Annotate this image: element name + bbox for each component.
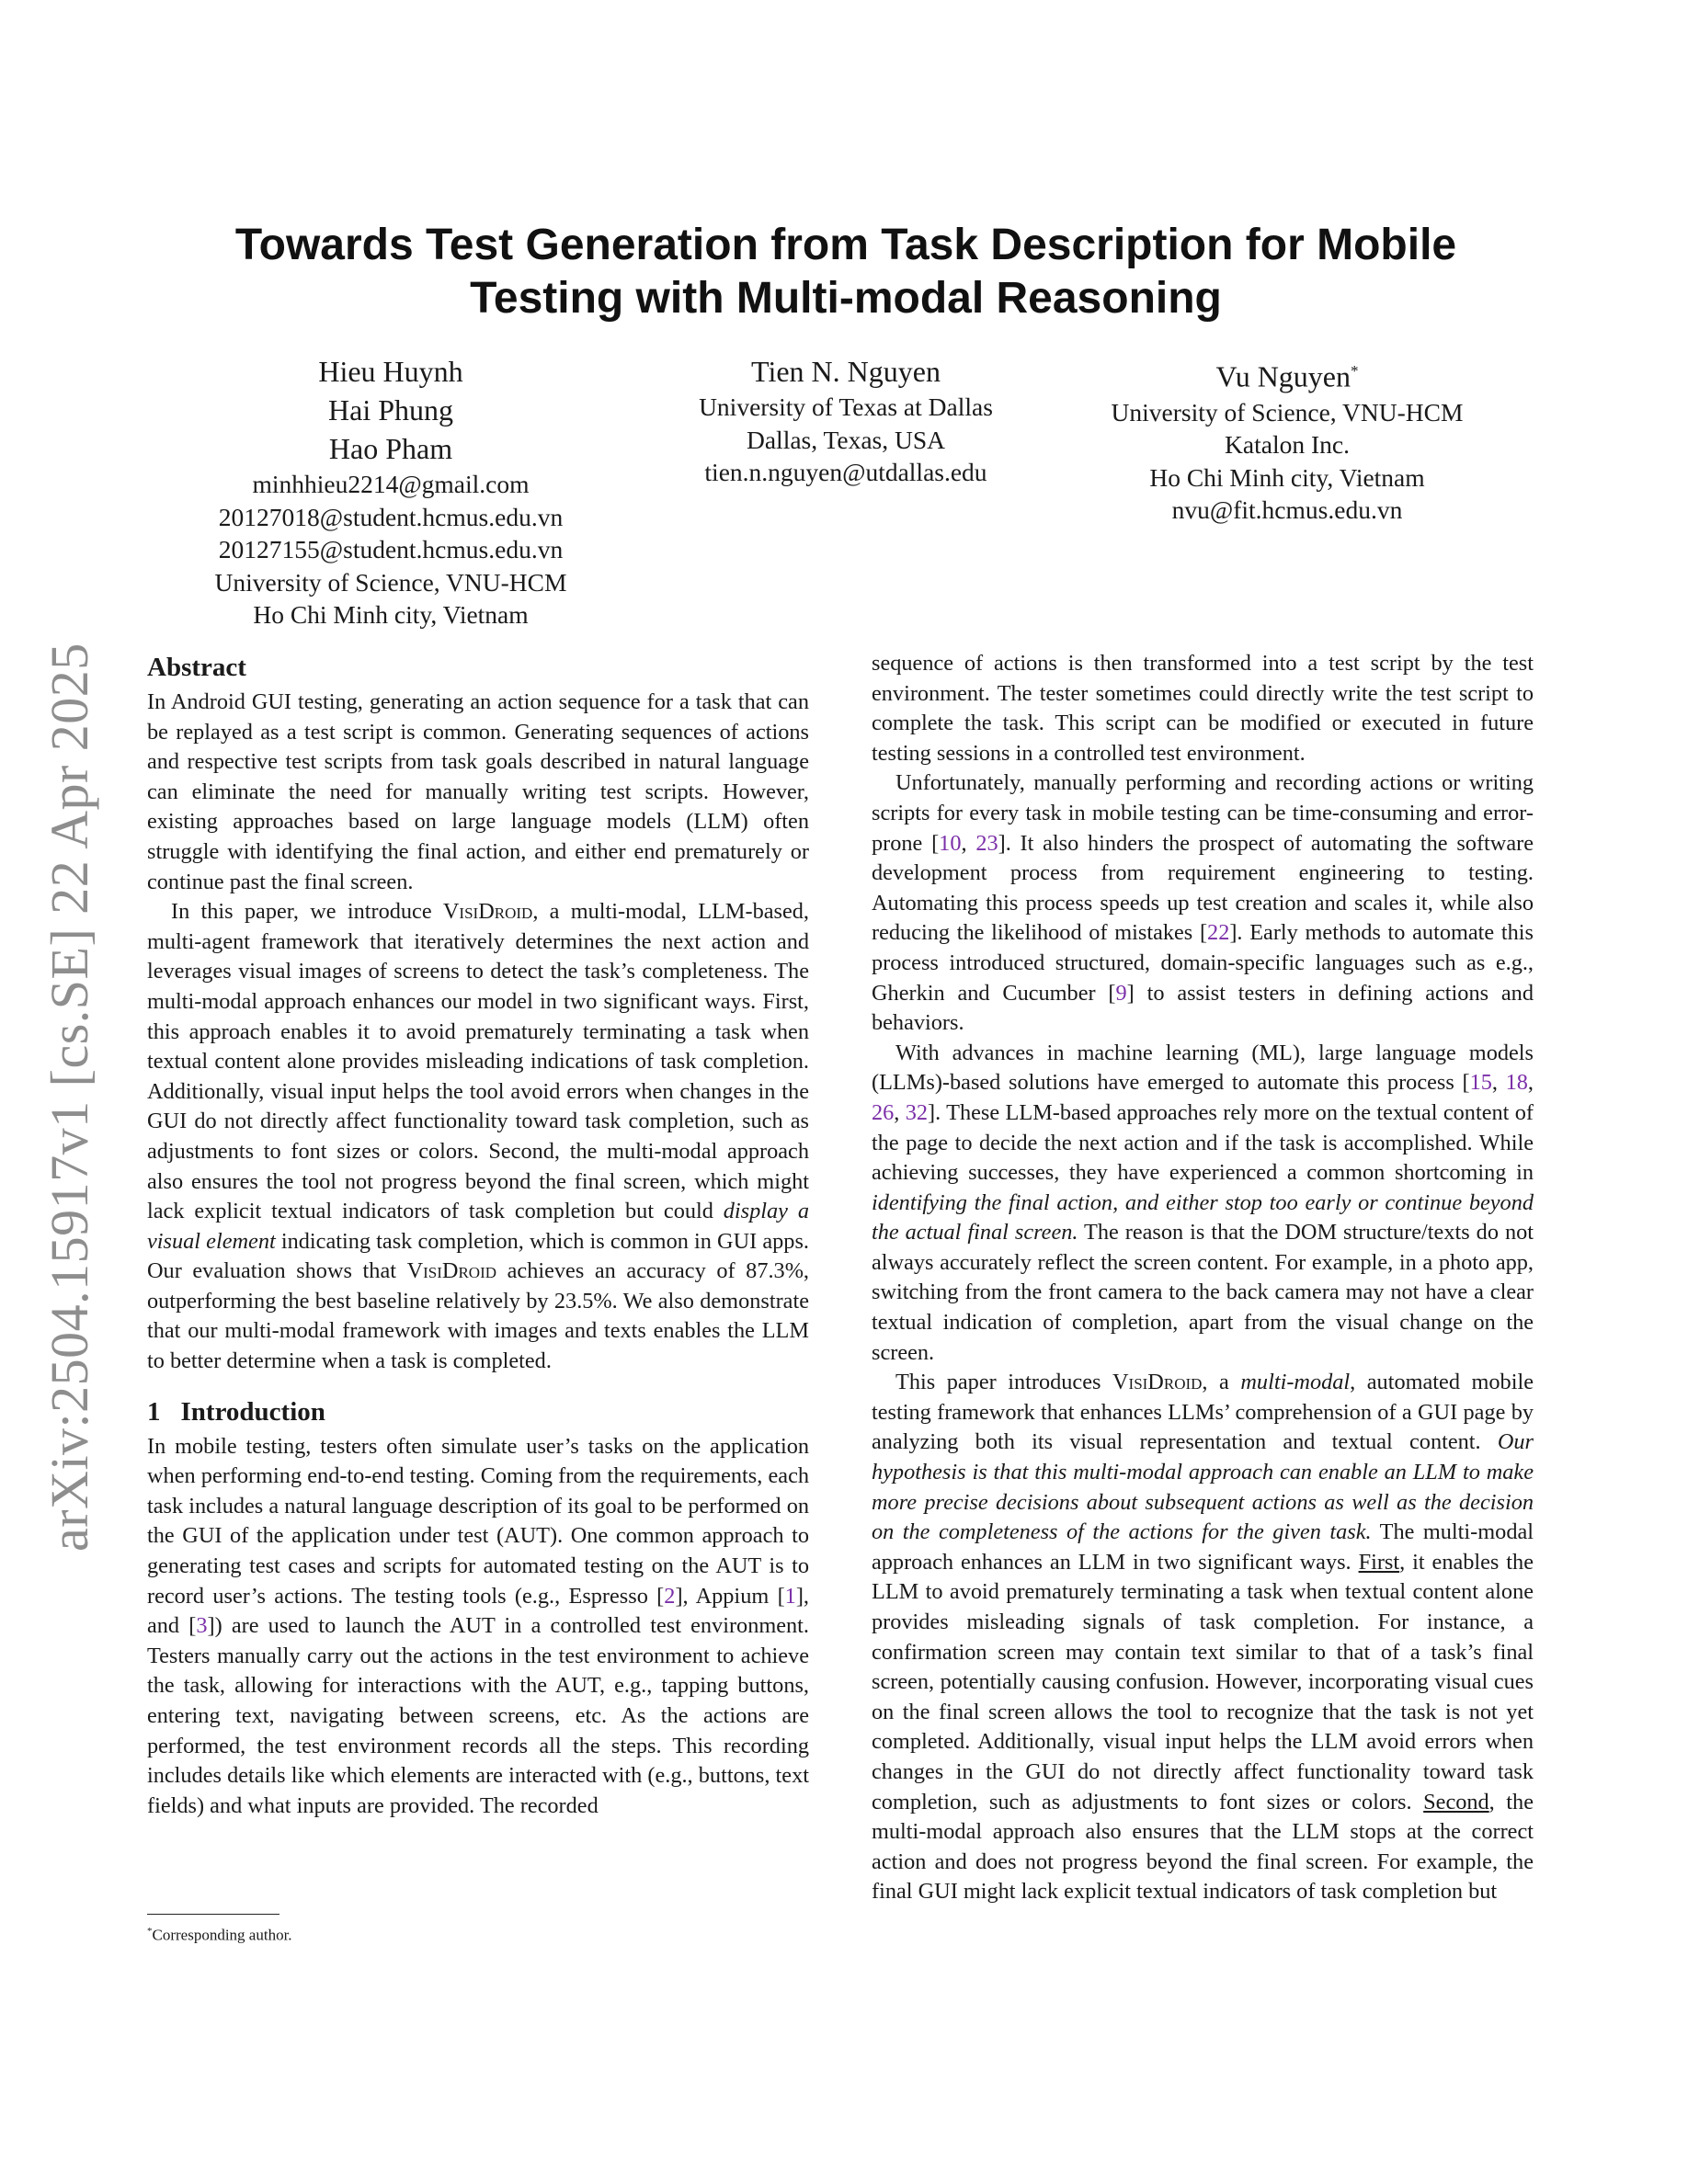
citation-link[interactable]: 10 [939, 830, 962, 856]
author-name: Hai Phung [328, 393, 453, 427]
author-email: tien.n.nguyen@utdallas.edu [704, 458, 987, 486]
citation-link[interactable]: 26 [872, 1099, 895, 1125]
abstract-paragraph-2: In this paper, we introduce VisiDroid, a multi-modal, LLM-based, multi-agent framework that iteratively determines the next action and leverages visual images of screens to detect the task’s completeness. The multi-modal approach enhances our model in two significant ways. First, this approach enables it to avoid prematurely terminating a task when textual content alone provides misleading indications of task completion. Additionally, visual input helps the tool avoid errors when changes in the GUI do not directly affect functionality toward task completion, such as adjustments to font sizes or colors. Second, the multi-modal approach also ensures the tool not progress beyond the final screen, which might lack explicit textual indicators of task completion but could display a visual element indicating task completion, which is common in GUI apps. Our evaluation shows that VisiDroid achieves an accuracy of 87.3%, outperforming the best baseline relatively by 23.5%. We also demonstrate that our multi-modal framework with images and texts enables the LLM to better determine when a task is completed. [147, 899, 810, 1374]
author-location: Dallas, Texas, USA [746, 425, 945, 454]
tool-name: VisiDroid [1112, 1370, 1203, 1395]
introduction-heading [147, 1393, 809, 1430]
title-line-2: Testing with Multi-modal Reasoning [470, 274, 1222, 323]
author-name-line [1076, 352, 1499, 396]
tool-name: VisiDroid [406, 1258, 497, 1284]
footnote-mark: * [147, 1926, 153, 1937]
footnote-divider [147, 1914, 279, 1915]
right-column [872, 649, 1534, 1907]
citation-link[interactable]: 32 [905, 1099, 929, 1125]
body-paragraph: Unfortunately, manually performing and recording actions or writing scripts for every task in mobile testing can be time-consuming and error-prone [10, 23]. It also hinders the prospect of automating the software development process from requirement engineering to testing. Automating this process speeds up test creation and scales it, while also reducing the likelihood of mistakes [22]. Early methods to automate this process introduced structured, domain-specific languages such as e.g., Gherkin and Cucumber [9] to assist testers in defining actions and behaviors. [872, 770, 1534, 1036]
citation-link[interactable]: 2 [664, 1583, 676, 1609]
arxiv-stamp: arXiv:2504.15917v1 [cs.SE] 22 Apr 2025 [40, 643, 99, 1552]
footnote [147, 1921, 292, 1946]
author-affiliation: University of Science, VNU-HCM [214, 567, 567, 597]
left-column [147, 649, 809, 1821]
tool-name: VisiDroid [442, 899, 533, 925]
author-email: minhhieu2214@gmail.com [252, 470, 530, 498]
citation-link[interactable]: 22 [1207, 920, 1230, 946]
body-paragraph: With advances in machine learning (ML), large language models (LLMs)-based solutions have emerged to automate this process [15, 18, 26, 32]. These LLM-based approaches rely more on the textual content of the page to decide the next action and if the task is accomplished. While achieving successes, they have experienced a common shortcoming in identifying the final action, and either stop too early or continue beyond the actual final screen. The reason is that the DOM structure/texts do not always accurately reflect the screen content. For example, in a photo app, switching from the front camera to the back camera may not have a clear textual indication of completion, apart from the visual change on the screen. [872, 1040, 1534, 1365]
author-affiliation: Katalon Inc. [1225, 430, 1350, 460]
body-paragraph: sequence of actions is then transformed into a test script by the test environment. The tester sometimes could directly write the test script to complete the task. This script can be modified or executed in future testing sessions in a controlled test environment. [872, 651, 1534, 766]
citation-link[interactable]: 15 [1469, 1070, 1492, 1096]
author-name: Hao Pham [328, 432, 453, 465]
author-affiliation: University of Texas at Dallas [699, 392, 993, 421]
title-line-1: Towards Test Generation from Task Description for Mobile [234, 221, 1457, 269]
abstract-heading: Abstract [147, 653, 246, 682]
author-block-1 [179, 352, 602, 631]
paper-title [175, 219, 1517, 325]
citation-link[interactable]: 1 [784, 1583, 796, 1609]
author-block-2 [644, 352, 1048, 489]
author-name: Hieu Huynh [318, 355, 463, 388]
author-location: Ho Chi Minh city, Vietnam [1149, 462, 1425, 492]
author-name: Tien N. Nguyen [751, 355, 941, 388]
footnote-text: Corresponding author. [152, 1926, 292, 1944]
author-email: nvu@fit.hcmus.edu.vn [1171, 495, 1403, 525]
introduction-paragraph-1: In mobile testing, testers often simulate user’s tasks on the application when performing end-to-end testing. Coming from the requirements, each task includes a natural language description of its goal to be performed on the GUI of the application under test (AUT). One common approach to generating test cases and scripts for automated testing on the AUT is to record user’s actions. The testing tools (e.g., Espresso [2], Appium [1], and [3]) are used to launch the AUT in a controlled test environment. Testers manually carry out the actions in the test environment to achieve the task, allowing for interactions with the AUT, e.g., tapping buttons, entering text, navigating between screens, etc. As the actions are performed, the test environment records all the steps. This recording includes details like which elements are interacted with (e.g., buttons, text fields) and what inputs are provided. The recorded [147, 1433, 810, 1818]
abstract-paragraph-1: In Android GUI testing, generating an action sequence for a task that can be replayed as a test script is common. Generating sequences of actions and respective test scripts from task goals described in natural language can eliminate the need for manually writing test scripts. However, existing approaches based on large language models (LLM) often struggle with identifying the final action, and either end prematurely or continue past the final screen. [147, 689, 809, 894]
citation-link[interactable]: 9 [1115, 980, 1127, 1006]
author-email: 20127018@student.hcmus.edu.vn [218, 502, 564, 531]
author-block-3 [1076, 352, 1499, 527]
corresponding-mark: * [1351, 362, 1359, 380]
author-affiliation: University of Science, VNU-HCM [1111, 397, 1464, 427]
author-location: Ho Chi Minh city, Vietnam [253, 600, 529, 629]
author-name: Vu Nguyen [1215, 359, 1351, 393]
author-email: 20127155@student.hcmus.edu.vn [218, 535, 564, 563]
citation-link[interactable]: 3 [196, 1613, 208, 1639]
body-paragraph: This paper introduces VisiDroid, a multi-modal, automated mobile testing framework that enhances LLMs’ comprehension of a GUI page by analyzing both its visual representation and textual content. Our hypothesis is that this multi-modal approach can enable an LLM to make more precise decisions about subsequent actions as well as the decision on the completeness of the actions for the given task. The multi-modal approach enhances an LLM in two significant ways. First, it enables the LLM to avoid prematurely terminating a task when textual content alone provides misleading signals of task completion. For instance, a confirmation screen may contain text similar to that of a task’s final screen, potentially causing confusion. However, incorporating visual cues on the final screen allows the tool to recognize that the task is not yet completed. Additionally, visual input helps the LLM avoid errors when changes in the GUI do not directly affect functionality toward task completion, such as adjustments to font sizes or colors. Second, the multi-modal approach also ensures that the LLM stops at the correct action and does not progress beyond the final screen. For example, the final GUI might lack explicit textual indicators of task completion but [872, 1370, 1534, 1905]
section-title: Introduction [180, 1396, 325, 1427]
citation-link[interactable]: 18 [1505, 1070, 1528, 1096]
section-number: 1 [147, 1396, 161, 1427]
citation-link[interactable]: 23 [975, 830, 998, 856]
